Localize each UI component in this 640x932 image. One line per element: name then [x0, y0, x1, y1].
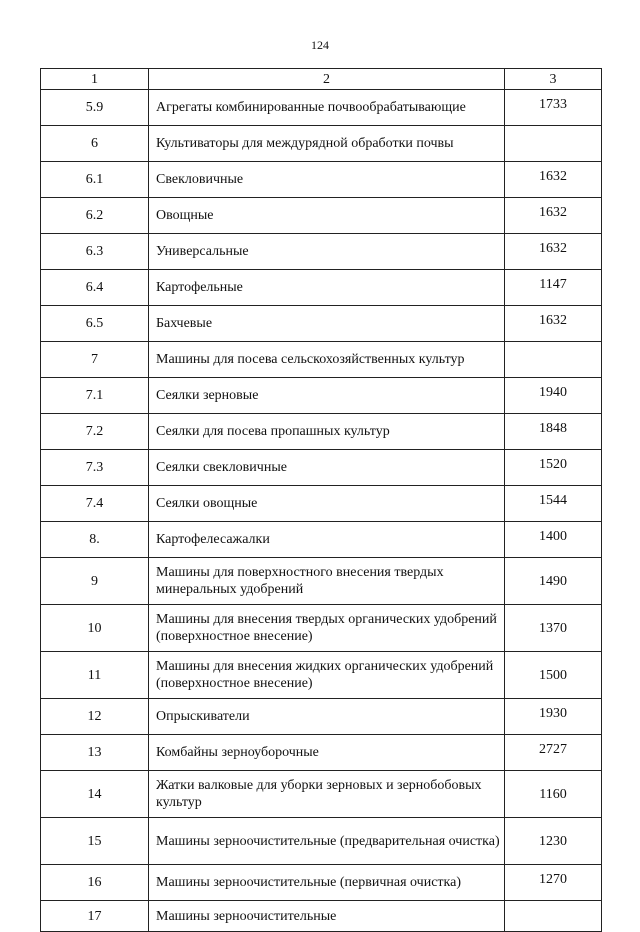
row-value: 1270 — [505, 865, 602, 901]
row-value: 1500 — [505, 652, 602, 699]
table-row — [41, 342, 602, 378]
row-name: Бахчевые — [149, 306, 505, 342]
row-number: 13 — [41, 735, 149, 771]
row-number: 17 — [41, 901, 149, 932]
row-value: 1490 — [505, 558, 602, 605]
row-name: Культиваторы для междурядной обработки почвы — [149, 126, 505, 162]
row-value: 1160 — [505, 771, 602, 818]
row-value: 1147 — [505, 270, 602, 306]
table-row — [41, 901, 602, 932]
row-name: Свекловичные — [149, 162, 505, 198]
table-row — [41, 735, 602, 771]
row-value: 1930 — [505, 699, 602, 735]
row-name: Машины для посева сельскохозяйственных культур — [149, 342, 505, 378]
row-value — [505, 126, 602, 162]
row-name: Сеялки овощные — [149, 486, 505, 522]
row-number: 6.3 — [41, 234, 149, 270]
table-row — [41, 90, 602, 126]
row-number: 14 — [41, 771, 149, 818]
row-number: 5.9 — [41, 90, 149, 126]
row-value: 1848 — [505, 414, 602, 450]
row-number: 10 — [41, 605, 149, 652]
row-number: 6 — [41, 126, 149, 162]
row-name: Машины зерноочистительные — [149, 901, 505, 932]
table-row — [41, 306, 602, 342]
row-value: 1733 — [505, 90, 602, 126]
row-name: Овощные — [149, 198, 505, 234]
row-value: 1632 — [505, 198, 602, 234]
table-row — [41, 699, 602, 735]
row-number: 7 — [41, 342, 149, 378]
row-value: 1370 — [505, 605, 602, 652]
row-name: Машины для внесения жидких органических удобрений (поверхностное внесение) — [149, 652, 505, 699]
row-name: Сеялки для посева пропашных культур — [149, 414, 505, 450]
row-name: Сеялки зерновые — [149, 378, 505, 414]
row-name: Машины зерноочистительные (предварительная очистка) — [149, 818, 505, 865]
column-header-1: 1 — [41, 69, 149, 90]
column-header-3: 3 — [505, 69, 602, 90]
table-row — [41, 162, 602, 198]
row-number: 8. — [41, 522, 149, 558]
table-header-row — [41, 69, 602, 90]
page-number: 124 — [311, 38, 329, 52]
row-value — [505, 342, 602, 378]
row-number: 9 — [41, 558, 149, 605]
table-row — [41, 486, 602, 522]
row-value: 1940 — [505, 378, 602, 414]
row-name: Машины для внесения твердых органических удобрений (поверхностное внесение) — [149, 605, 505, 652]
row-name: Универсальные — [149, 234, 505, 270]
row-value: 1632 — [505, 306, 602, 342]
row-name: Агрегаты комбинированные почвообрабатывающие — [149, 90, 505, 126]
row-value: 1230 — [505, 818, 602, 865]
row-value: 1632 — [505, 234, 602, 270]
row-number: 16 — [41, 865, 149, 901]
row-name: Опрыскиватели — [149, 699, 505, 735]
table-row — [41, 234, 602, 270]
table-row — [41, 865, 602, 901]
table-row — [41, 818, 602, 865]
row-number: 7.3 — [41, 450, 149, 486]
row-name: Сеялки свекловичные — [149, 450, 505, 486]
row-value: 1520 — [505, 450, 602, 486]
table-row — [41, 558, 602, 605]
table-row — [41, 198, 602, 234]
table-row — [41, 605, 602, 652]
row-value: 2727 — [505, 735, 602, 771]
row-number: 7.1 — [41, 378, 149, 414]
table-row — [41, 126, 602, 162]
column-header-2: 2 — [149, 69, 505, 90]
table-row — [41, 450, 602, 486]
row-number: 6.2 — [41, 198, 149, 234]
row-number: 15 — [41, 818, 149, 865]
row-value — [505, 901, 602, 932]
row-number: 6.1 — [41, 162, 149, 198]
row-value: 1632 — [505, 162, 602, 198]
row-name: Картофелесажалки — [149, 522, 505, 558]
row-value: 1544 — [505, 486, 602, 522]
row-number: 6.4 — [41, 270, 149, 306]
table-row — [41, 270, 602, 306]
row-name: Жатки валковые для уборки зерновых и зернобобовых культур — [149, 771, 505, 818]
row-number: 7.2 — [41, 414, 149, 450]
equipment-table — [40, 68, 602, 932]
table-row — [41, 771, 602, 818]
table-row — [41, 652, 602, 699]
row-name: Картофельные — [149, 270, 505, 306]
row-name: Машины для поверхностного внесения твердых минеральных удобрений — [149, 558, 505, 605]
row-number: 11 — [41, 652, 149, 699]
table-row — [41, 414, 602, 450]
row-name: Комбайны зерноуборочные — [149, 735, 505, 771]
row-number: 7.4 — [41, 486, 149, 522]
table-row — [41, 522, 602, 558]
row-name: Машины зерноочистительные (первичная очистка) — [149, 865, 505, 901]
row-value: 1400 — [505, 522, 602, 558]
row-number: 6.5 — [41, 306, 149, 342]
row-number: 12 — [41, 699, 149, 735]
table-row — [41, 378, 602, 414]
